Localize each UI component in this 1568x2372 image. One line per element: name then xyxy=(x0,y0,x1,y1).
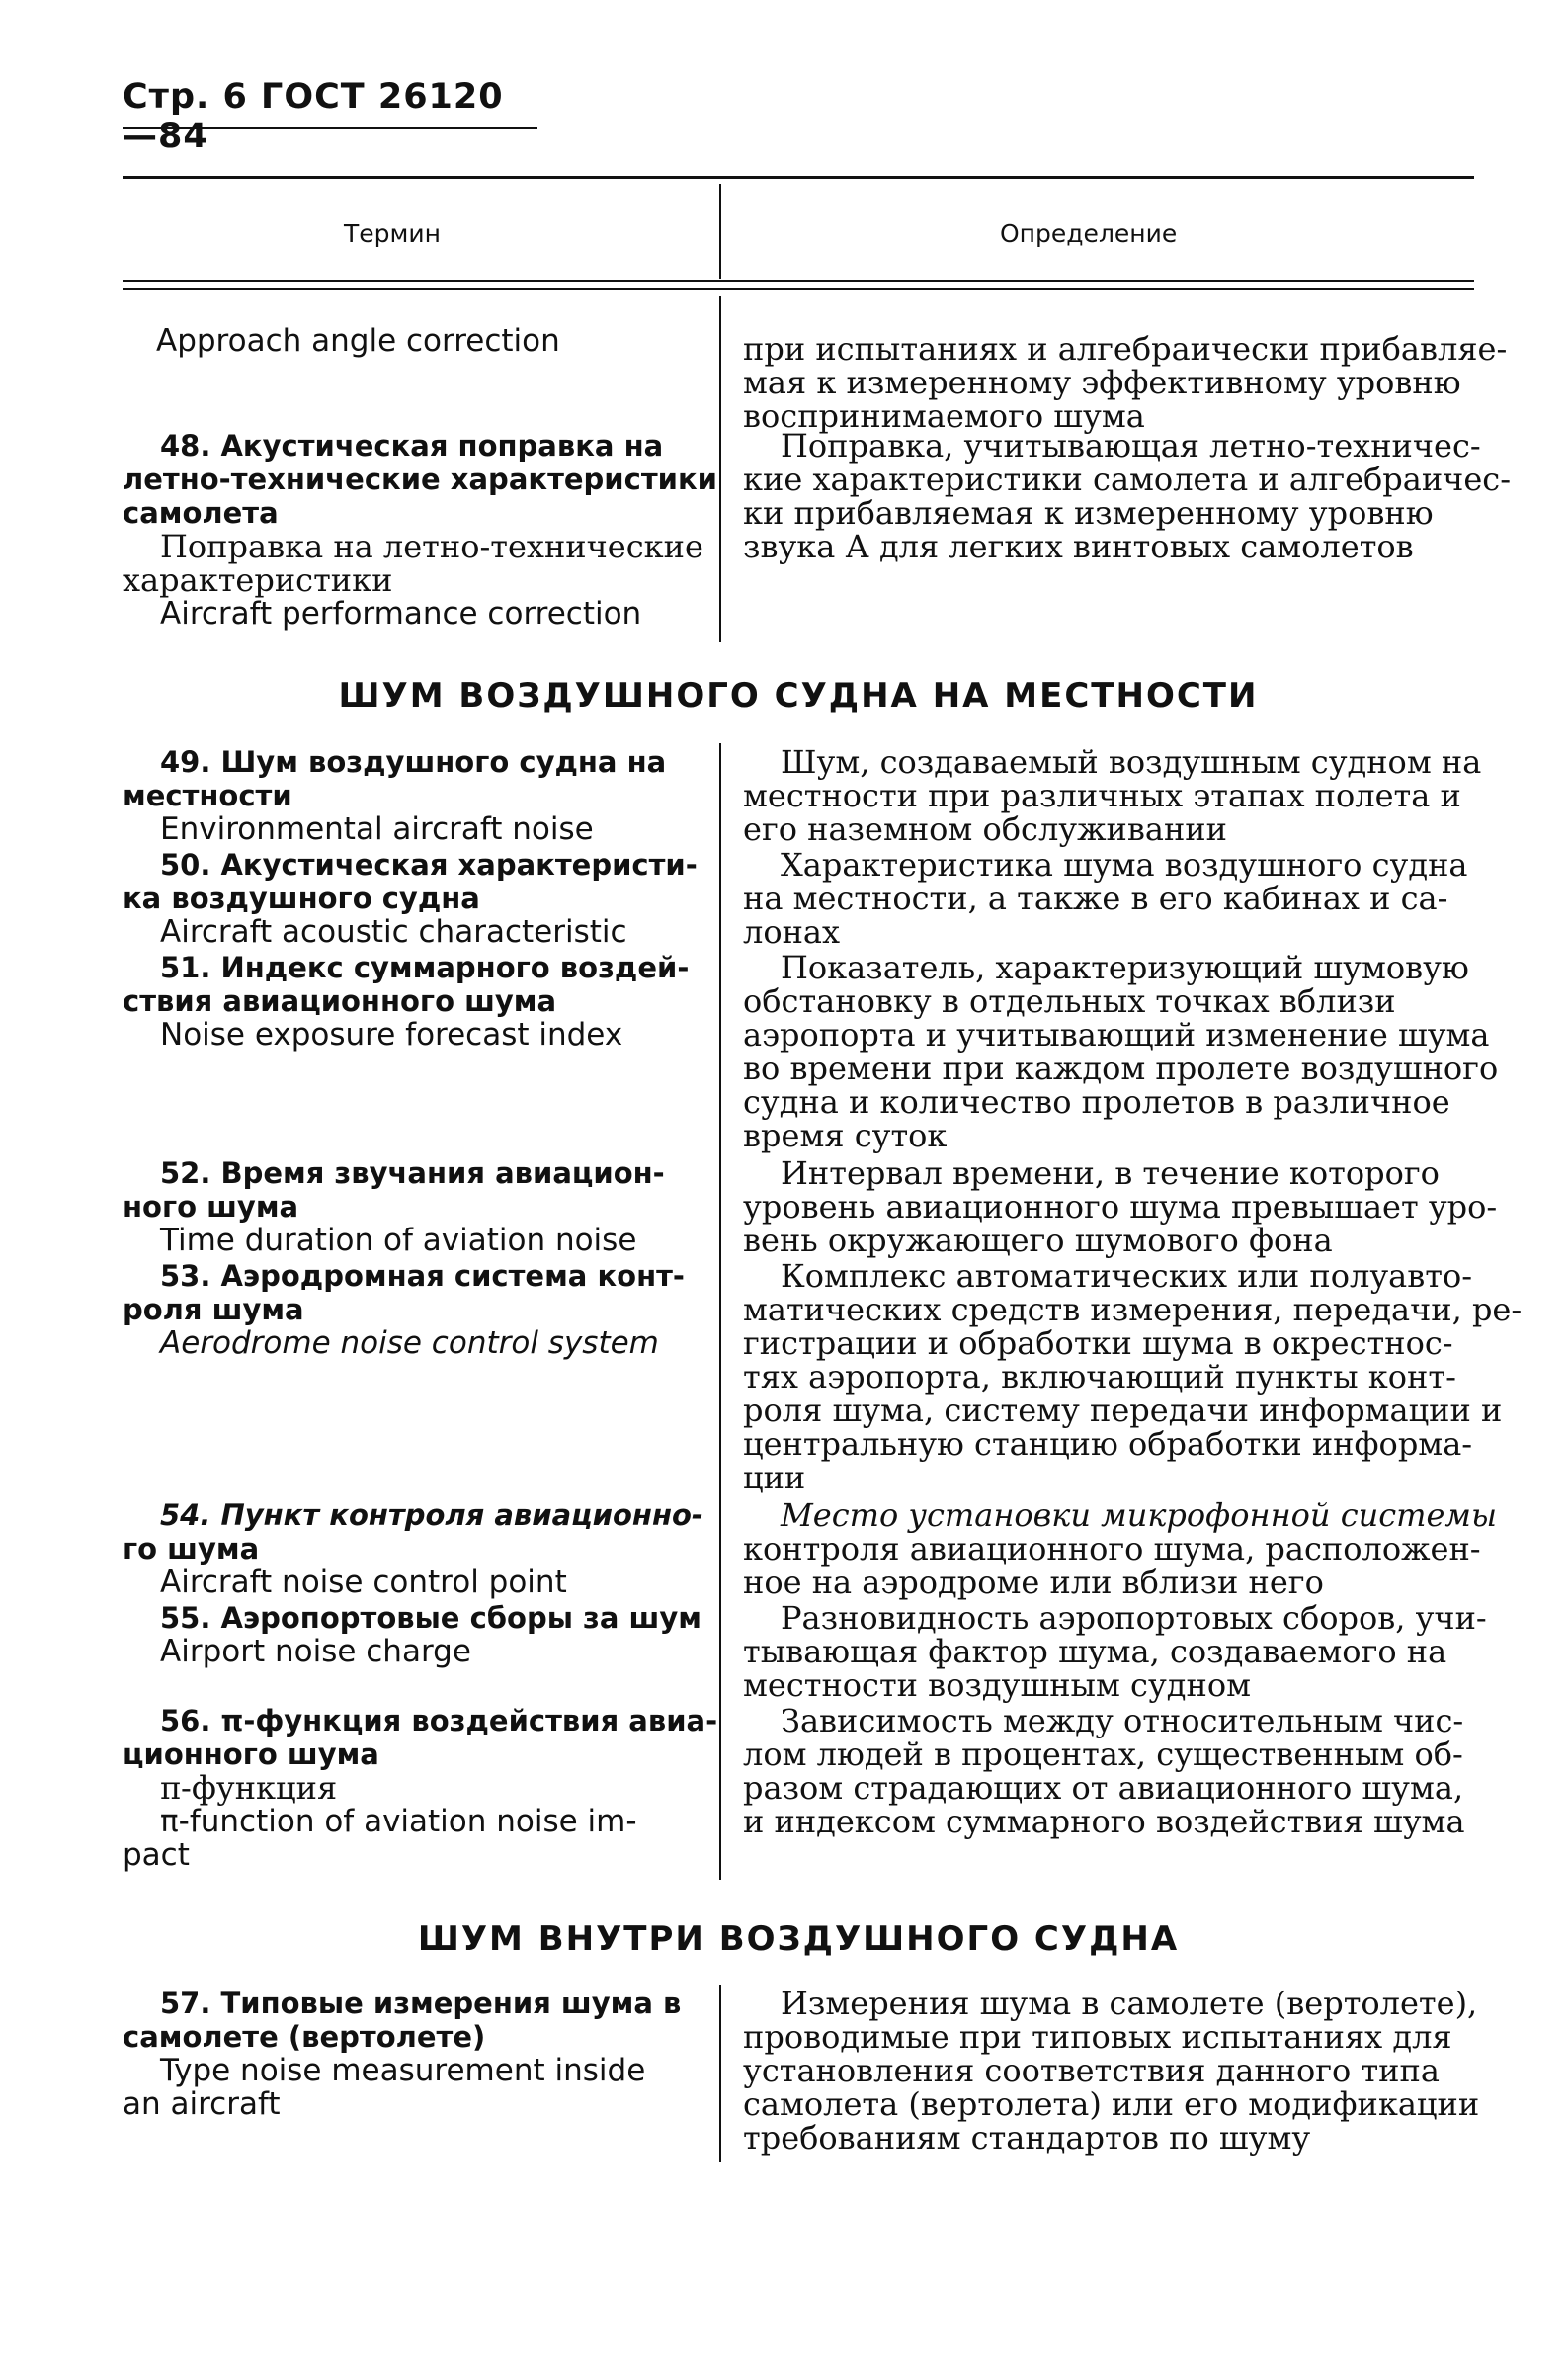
table-head-rule-double xyxy=(123,288,1474,290)
entry-49-definition: Шум, создаваемый воздушным судном на местности при различных этапах полета и его наземном обслуживании xyxy=(743,743,1482,848)
entry-50-term: 50. Акустическая характеристи- ка воздушного судна Aircraft acoustic characteristic xyxy=(123,848,698,950)
entry-57-term: 57. Типовые измерения шума в самолете (вертолете) Type noise measurement inside an aircraft xyxy=(123,1987,682,2122)
entry-57-definition: Измерения шума в самолете (вертолете), проводимые при типовых испытаниях для установления соответствия данного типа самолета (вертолета) или его модификации требованиям стандартов по шуму xyxy=(743,1985,1480,2157)
table-head-rule xyxy=(123,280,1474,282)
entry-55-term: 55. Аэропортовые сборы за шум Airport noise charge xyxy=(160,1601,701,1669)
entry-48-definition: Поправка, учитывающая летно-техничес- кие характеристики самолета и алгебраичес- ки прибавляемая к измеренному уровню звука А для легких винтовых самолетов xyxy=(743,427,1511,565)
entry-52-term: 52. Время звучания авиацион- ного шума Time duration of aviation noise xyxy=(123,1156,665,1258)
entry-53-definition: Комплекс автоматических или полуавто- матических средств измерения, передачи, ре- гистрации и обработки шума в окрестнос- тях аэропорта, включающий пункты конт- роля шума, систему передачи информации и центральную станцию обработки информа- ции xyxy=(743,1257,1523,1496)
entry-52-definition: Интервал времени, в течение которого уровень авиационного шума превышает уро- вень окружающего шумового фона xyxy=(743,1154,1498,1259)
column-divider xyxy=(719,743,721,1880)
entry-51-definition: Показатель, характеризующий шумовую обстановку в отдельных точках вблизи аэропорта и учитывающий изменение шума во времени при каждом пролете воздушного судна и количество пролетов в различное время суток xyxy=(743,949,1499,1154)
section-title: ШУМ ВНУТРИ ВОЗДУШНОГО СУДНА xyxy=(417,1919,1180,1959)
section-title: ШУМ ВОЗДУШНОГО СУДНА НА МЕСТНОСТИ xyxy=(338,676,1259,716)
header-rule xyxy=(123,127,537,129)
continuation-definition: при испытаниях и алгебраически прибавляе- мая к измеренному эффективному уровню воспринимаемого шума xyxy=(743,330,1508,435)
column-header-definition: Определение xyxy=(1000,219,1178,248)
entry-56-term: 56. π-функция воздействия авиа- ционного шума π-функция π-function of aviation noise im- pact xyxy=(123,1704,718,1873)
entry-55-definition: Разновидность аэропортовых сборов, учи- тывающая фактор шума, создаваемого на местности воздушным судном xyxy=(743,1599,1487,1704)
column-header-term: Термин xyxy=(344,219,441,248)
table-top-rule xyxy=(123,176,1474,179)
entry-48-term: 48. Акустическая поправка на летно-технические характеристики самолета Поправка на летно-технические характеристики Aircraft performance correction xyxy=(123,429,717,632)
entry-54-definition: Место установки микрофонной системы контроля авиационного шума, расположен- ное на аэродроме или вблизи него xyxy=(743,1496,1498,1601)
entry-51-term: 51. Индекс суммарного воздей- ствия авиационного шума Noise exposure forecast index xyxy=(123,951,690,1053)
entry-56-definition: Зависимость между относительным чис- лом людей в процентах, существенным об- разом страдающих от авиационного шума, и индексом суммарного воздействия шума xyxy=(743,1702,1465,1840)
entry-54-term: 54. Пункт контроля авиационно- го шума Aircraft noise control point xyxy=(123,1498,703,1600)
continuation-term: Approach angle correction xyxy=(156,323,560,359)
page-header: Стр. 6 ГОСТ 26120—84 xyxy=(123,77,504,156)
column-divider xyxy=(719,1985,721,2162)
entry-53-term: 53. Аэродромная система конт- роля шума Aerodrome noise control system xyxy=(123,1259,685,1361)
entry-49-term: 49. Шум воздушного судна на местности Environmental aircraft noise xyxy=(123,745,667,847)
entry-50-definition: Характеристика шума воздушного судна на местности, а также в его кабинах и са- лонах xyxy=(743,846,1468,951)
column-divider xyxy=(719,184,721,279)
